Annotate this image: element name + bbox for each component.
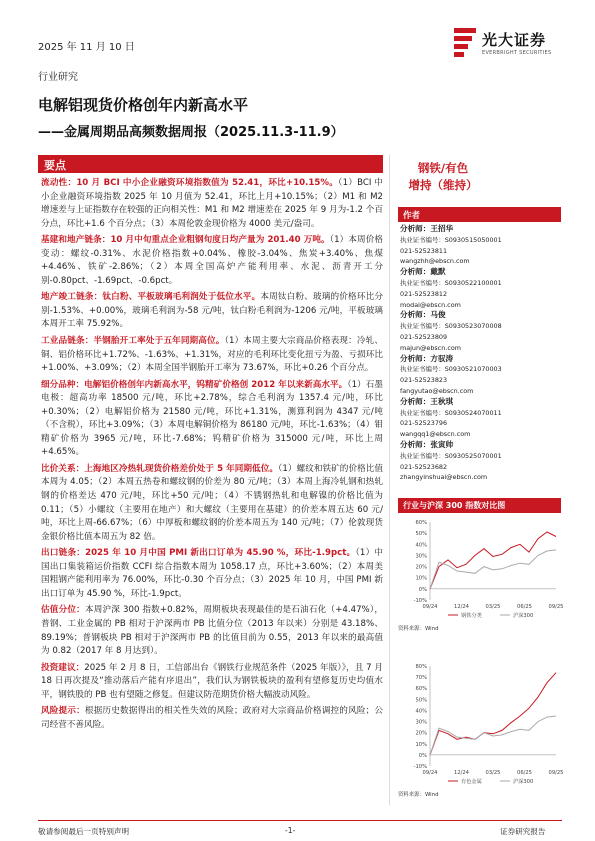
y-tick-label: 50% (415, 697, 427, 704)
analyst-entry: 分析师：王秋琪 执业证书编号：S0930524070011 021-52523796 wangqq1@ebscn.com (400, 397, 560, 440)
analyst-entry: 分析师：戴默 执业证书编号：S0930522100001 021-52523812 modai@ebscn.com (400, 267, 560, 310)
series-line (430, 550, 556, 589)
y-tick-label: 10% (415, 575, 427, 582)
x-tick-label: 06/25 (517, 770, 532, 776)
industry-rating (393, 160, 493, 194)
analyst-entry: 分析师：张寅帅 执业证书编号：S0930525070001 021-52523682 zhangyinshuai@ebscn.com (400, 440, 560, 483)
company-logo (452, 26, 562, 66)
paragraph-investment: 投资建议：2025 年 2 月 8 日，工信部出台《钢铁行业规范条件（2025 年版）》，且 7 月 18 日再次提及“推动落后产能有序退出”，我们认为钢铁板块的盈利有望修复历史均值水平，钢铁股的 PB 也有望随之修复。但建议防范期货价格大幅波动风险。 (41, 662, 383, 700)
analyst-entry: 分析师：方驭涛 执业证书编号：S0930521070003 021-52523823 fangyutao@ebscn.com (400, 354, 560, 397)
chart-source: 资料来源：Wind (398, 792, 439, 798)
analyst-email[interactable]: modai@ebscn.com (400, 300, 461, 309)
logo-english-text: EVERBRIGHT SECURITIES (482, 50, 552, 56)
legend-label: 沪深300 (513, 779, 534, 785)
paragraph-sub-products: 细分品种：电解铝价格创年内新高水平，钨精矿价格创 2012 年以来新高水平。（1）石墨电极：超高功率 18500 元/吨，环比+2.78%，综合毛利润为 1357.4 元/吨，环比+0.30%；（2）电解铝价格为 21580 元/吨，环比+1.31%，测算利润为 4347 元/吨（不含税），环比+3.09%；（3）本周电解铜价格为 86180 元/吨，环比-1.63%；（4）钼精矿价格为 3965 元/吨，环比-7.68%；钨精矿价格为 315000 元/吨，环比上周+4.65%。 (41, 379, 384, 458)
analyst-email[interactable]: wangzhh@ebscn.com (400, 257, 470, 266)
analyst-email[interactable]: fangyutao@ebscn.com (400, 386, 474, 395)
y-tick-label: 0% (418, 586, 427, 593)
paragraph-price-ratio: 比价关系：上海地区冷热轧现货价格差价处于 5 年同期低位。（1）螺纹和铁矿的价格比值本周为 4.05；（2）本周五热卷和螺纹钢的价差为 80 元/吨；（3）本周上海冷轧钢和热轧钢的价格差达 470 元/吨，环比+50 元/吨；（4）不锈钢热轧和电解镍的价格比值为 0.11；（5）小螺纹（主要用在地产）和大螺纹（主要用在基建）的价差本周五达 60 元/吨，环比上周-66.67%；（6）中厚板和螺纹钢的价差本周五为 140 元/吨；（7）伦敦现货金银价格比值本周五为 82 倍。 (41, 463, 383, 542)
x-tick-label: 09/25 (548, 604, 564, 610)
industry-name: 钢铁/有色 (417, 161, 469, 175)
column-divider (389, 155, 390, 805)
paragraph-industrial: 工业品链条：半钢胎开工率处于五年同期高位。（1）本周主要大宗商品价格表现：冷轧、铜、铝价格环比+1.72%、-1.63%、+1.31%，对应的毛利环比变化扭亏为盈、亏损环比+1.00%、+3.09%；（2）本周全国半钢胎开工率为 73.67%，环比+0.26 个百分点。 (41, 336, 383, 374)
x-tick-label: 06/25 (517, 604, 532, 610)
footer-report-type: 证券研究报告 (500, 827, 546, 836)
chart-1 (398, 520, 563, 632)
report-title: 电解铝现货价格创年内新高水平 (38, 96, 249, 114)
logo-mark-icon (452, 26, 478, 60)
y-tick-label: 40% (415, 708, 427, 715)
report-category: 行业研究 (38, 72, 78, 83)
y-tick-label: 60% (415, 520, 427, 526)
key-points-header: 要点 (38, 155, 383, 173)
rating-label: 增持（维持） (408, 178, 478, 192)
legend-label: 有色金属 (461, 779, 482, 785)
y-tick-label: 40% (415, 542, 427, 549)
paragraph-liquidity: 流动性：10 月 BCI 中小企业融资环境指数值为 52.41，环比+10.15%。（1）BCI 中小企业融资环境指数 2025 年 10 月值为 52.41，环比上月+10.15%；（2）M1 和 M2 增速差与上证指数存在较强的正向相关性：M1 和 M2 增速差在 2025 年 9 月为-1.2 个百分点，环比+1.6 个百分点；（3）本周伦敦金现价格为 4000 美元/盎司。 (41, 178, 383, 229)
footer-disclaimer[interactable]: 敬请参阅最后一页特别声明 (38, 827, 130, 836)
analyst-email[interactable]: majun@ebscn.com (400, 343, 461, 352)
report-date: 2025 年 11 月 10 日 (38, 42, 135, 53)
series-line (430, 716, 556, 755)
analyst-list (400, 224, 560, 483)
key-points-body (41, 177, 383, 735)
x-tick-label: 12/24 (454, 604, 469, 610)
x-tick-label: 09/25 (548, 770, 564, 776)
y-tick-label: 80% (415, 664, 427, 670)
analyst-email[interactable]: zhangyinshuai@ebscn.com (400, 473, 488, 482)
paragraph-property-completion: 地产竣工链条：钛白粉、平板玻璃毛利润处于低位水平。本周钛白粉、玻璃的价格环比分别-1.53%、+0.00%，玻璃毛利润为-58 元/吨，钛白粉毛利润为-1206 元/吨，平板玻璃本周开工率 75.92%。 (41, 292, 383, 330)
paragraph-export: 出口链条：2025 年 10 月中国 PMI 新出口订单为 45.90 %，环比-1.9pct。（1）中国出口集装箱运价指数 CCFI 综合指数本周为 1058.17 点，环比+3.60%；（2）本周美国粗钢产能利用率为 76.00%，环比-0.30 个百分点；（3）2025 年 10 月，中国 PMI 新出口订单为 45.90 %，环比-1.9pct。 (41, 548, 383, 599)
index-comparison-charts (398, 518, 564, 813)
report-subtitle: ——金属周期品高频数据周报（2025.11.3-11.9） (38, 125, 344, 140)
y-tick-label: 10% (415, 741, 427, 748)
y-tick-label: 30% (415, 719, 427, 726)
y-tick-label: 20% (415, 730, 427, 737)
y-tick-label: 70% (415, 675, 427, 682)
paragraph-infrastructure: 基建和地产链条：10 月中旬重点企业粗钢旬度日均产量为 201.40 万吨。（1）本周价格变动：螺纹-0.31%、水泥价格指数+0.04%、橡胶-3.04%、焦炭+3.40%、焦煤+4.46%、铁矿-2.86%；（2）本周全国高炉产能利用率、水泥、沥青开工分别-0.80pct、-1.69pct、-0.6pct。 (41, 235, 383, 286)
x-tick-label: 03/25 (485, 604, 501, 610)
y-tick-label: 30% (415, 553, 427, 560)
y-tick-label: -10% (413, 598, 427, 604)
x-tick-label: 09/24 (422, 604, 438, 610)
y-tick-label: 50% (415, 531, 427, 538)
chart-source: 资料来源：Wind (398, 626, 439, 632)
page-number: -1- (285, 826, 296, 835)
analyst-entry: 分析师：马俊 执业证书编号：S0930523070008 021-52523809 majun@ebscn.com (400, 310, 560, 353)
legend-label: 钢铁分类 (461, 613, 482, 619)
series-line (430, 673, 556, 755)
y-tick-label: -10% (413, 764, 427, 770)
analyst-email[interactable]: wangqq1@ebscn.com (400, 430, 471, 439)
y-tick-label: 60% (415, 686, 427, 693)
y-tick-label: 20% (415, 564, 427, 571)
chart-header: 行业与沪深 300 指数对比图 (398, 498, 561, 513)
footer-divider (38, 820, 562, 821)
x-tick-label: 03/25 (485, 770, 501, 776)
x-tick-label: 12/24 (454, 770, 469, 776)
x-tick-label: 09/24 (422, 770, 438, 776)
authors-header: 作者 (398, 207, 561, 222)
paragraph-risk: 风险提示：根据历史数据得出的相关性失效的风险；政府对大宗商品价格调控的风险；公司经营不善风险。 (41, 706, 383, 730)
y-tick-label: 0% (418, 752, 427, 759)
paragraph-valuation: 估值分位：本周沪深 300 指数+0.82%，周期板块表现最佳的是石油石化（+4.47%），普钢、工业金属的 PB 相对于沪深两市 PB 比值分位（2013 年以来）分别是 43.18%、89.19%；普钢板块 PB 相对于沪深两市 PB 的比值目前为 0.55，2013 年以来的最高值为 0.82（2017 年 8 月达到）。 (41, 605, 383, 657)
chart-2 (398, 664, 563, 798)
legend-label: 沪深300 (513, 613, 534, 619)
series-line (430, 532, 556, 589)
logo-brand-text: 光大证券 (482, 31, 547, 49)
analyst-entry: 分析师：王招华 执业证书编号：S0930515050001 021-52523811 wangzhh@ebscn.com (400, 224, 560, 267)
